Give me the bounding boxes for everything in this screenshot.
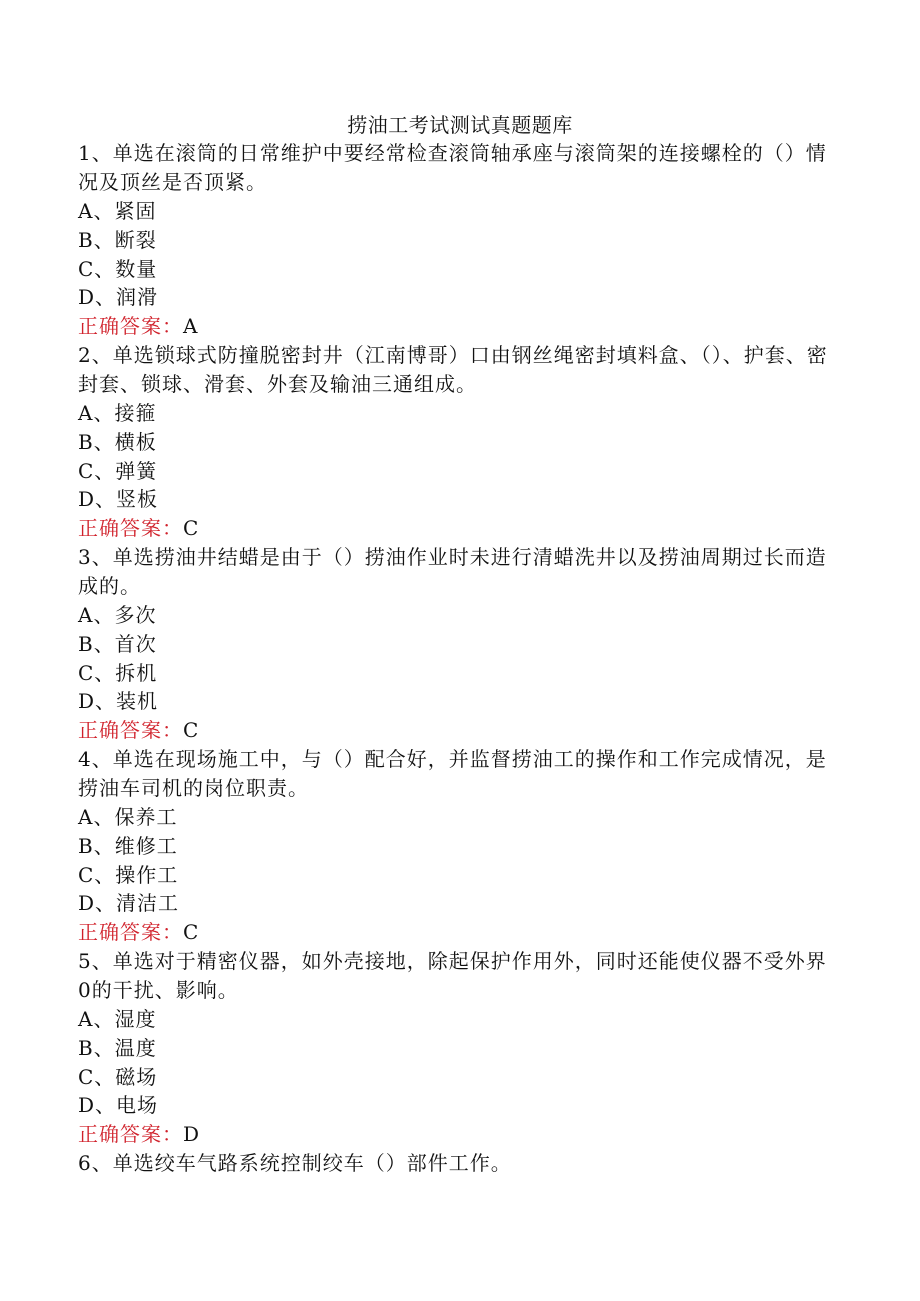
answer-value: C: [183, 920, 200, 945]
answer-value: A: [183, 314, 199, 339]
option-b: B、横板: [78, 429, 157, 454]
answer-label: 正确答案：: [78, 1122, 183, 1147]
question-stem: 1、单选在滚筒的日常维护中要经常检查滚筒轴承座与滚筒架的连接螺栓的（）情况及顶丝是否顶紧。: [78, 141, 827, 194]
answer-value: C: [183, 718, 200, 743]
question-stem: 4、单选在现场施工中，与（）配合好，并监督捞油工的操作和工作完成情况，是捞油车司机的岗位职责。: [78, 746, 827, 800]
answer-label: 正确答案：: [78, 920, 183, 945]
question-item: [78, 1149, 838, 1178]
option-d: D、电场: [78, 1093, 159, 1118]
option-b: B、温度: [78, 1035, 157, 1060]
document-title: 捞油工考试测试真题题库: [347, 113, 573, 137]
question-stem: 6、单选绞车气路系统控制绞车（）部件工作。: [78, 1150, 512, 1175]
question-item: [78, 139, 838, 341]
option-a: A、湿度: [78, 1006, 157, 1031]
option-a: A、紧固: [78, 199, 157, 223]
question-item: [78, 543, 838, 745]
question-item: [78, 745, 838, 947]
option-a: A、多次: [78, 602, 157, 627]
question-stem: 3、单选捞油井结蜡是由于（）捞油作业时未进行清蜡洗井以及捞油周期过长而造成的。: [78, 544, 827, 598]
option-c: C、弹簧: [78, 458, 158, 483]
question-list: [78, 139, 838, 1178]
option-c: C、数量: [78, 256, 158, 281]
answer-value: C: [183, 516, 200, 541]
answer-value: D: [183, 1122, 201, 1147]
option-a: A、保养工: [78, 804, 178, 829]
correct-answer: [78, 918, 838, 947]
option-a: A、接箍: [78, 400, 157, 425]
question-item: [78, 341, 838, 543]
question-stem: 5、单选对于精密仪器，如外壳接地，除起保护作用外，同时还能使仪器不受外界0的干扰、影响。: [78, 948, 827, 1002]
option-b: B、首次: [78, 631, 157, 656]
option-c: C、拆机: [78, 660, 158, 685]
option-d: D、装机: [78, 689, 159, 714]
answer-label: 正确答案：: [78, 718, 183, 743]
option-b: B、断裂: [78, 227, 157, 252]
correct-answer: [78, 312, 838, 341]
option-c: C、操作工: [78, 862, 179, 887]
option-c: C、磁场: [78, 1064, 158, 1089]
question-item: [78, 947, 838, 1149]
answer-label: 正确答案：: [78, 516, 183, 541]
option-d: D、润滑: [78, 285, 159, 310]
question-stem: 2、单选锁球式防撞脱密封井（江南博哥）口由钢丝绳密封填料盒、（）、护套、密封套、锁球、滑套、外套及输油三通组成。: [78, 342, 828, 396]
option-d: D、竖板: [78, 487, 159, 512]
option-d: D、清洁工: [78, 891, 180, 916]
correct-answer: [78, 1120, 838, 1149]
option-b: B、维修工: [78, 833, 178, 858]
correct-answer: [78, 514, 838, 543]
correct-answer: [78, 716, 838, 745]
answer-label: 正确答案：: [78, 314, 183, 339]
